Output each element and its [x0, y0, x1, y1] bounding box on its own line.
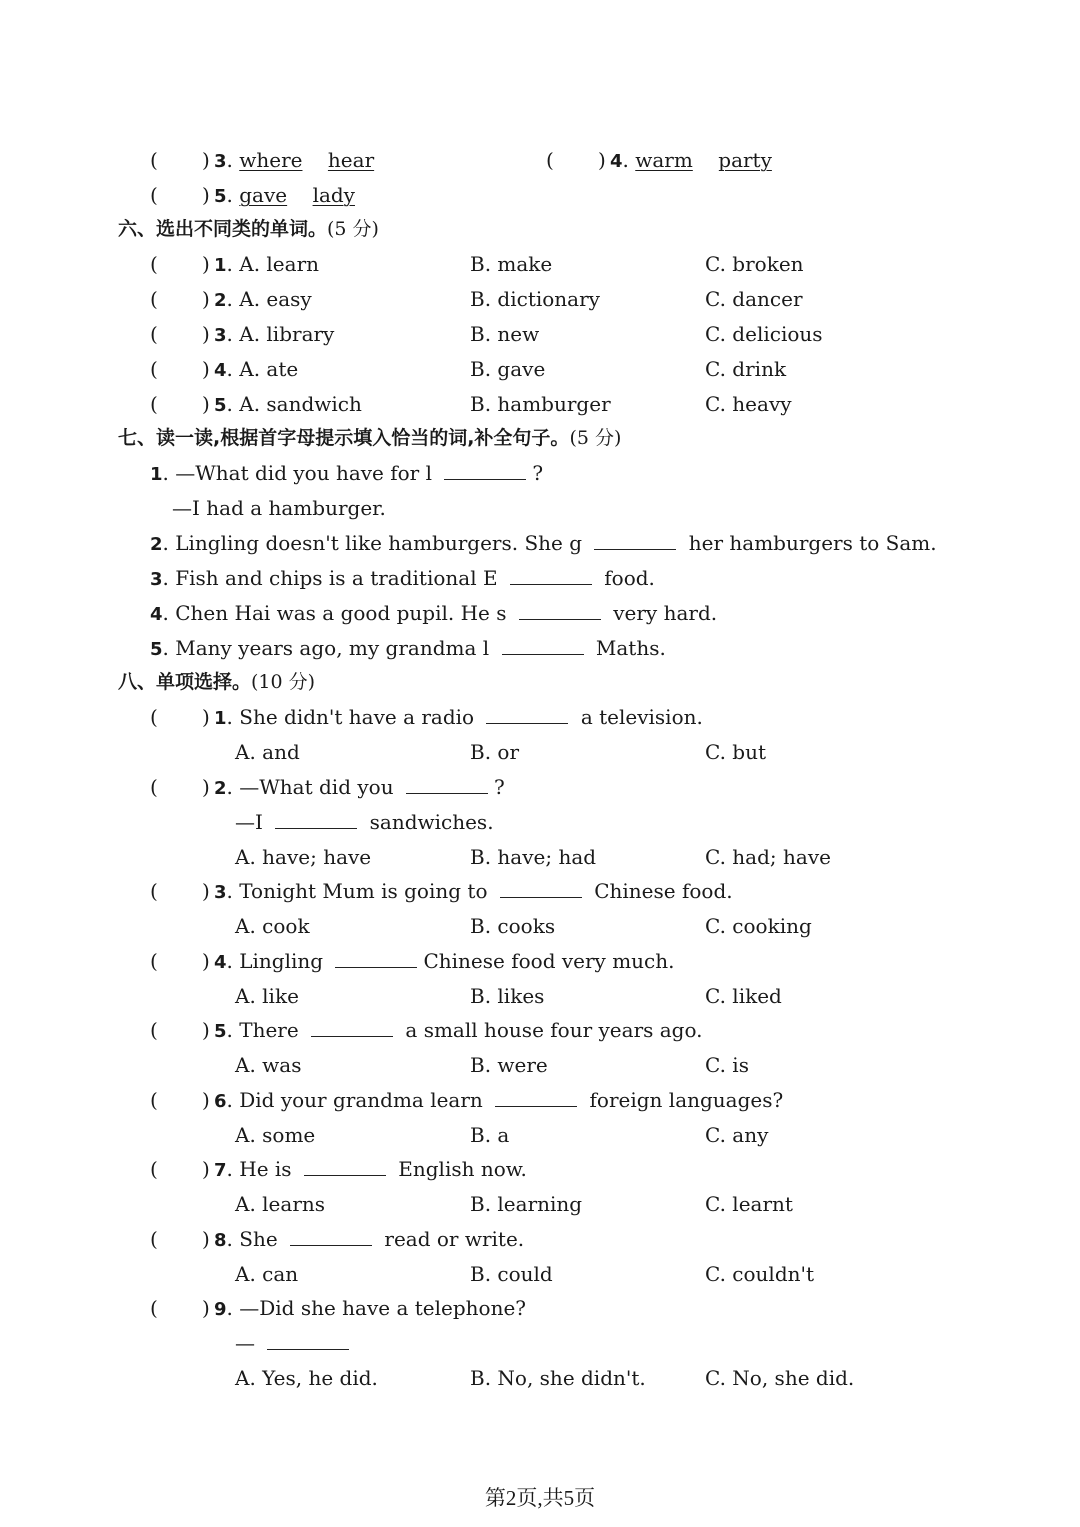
option-a[interactable]: A. was — [235, 1053, 302, 1077]
option-c: C. broken — [705, 252, 804, 276]
s7-question: 1. —What did you have for l ? — [0, 456, 1080, 490]
s7-question: 5. Many years ago, my grandma l Maths. — [0, 631, 1080, 665]
option-b: B. new — [470, 322, 540, 346]
answer-paren[interactable]: ( — [150, 949, 158, 973]
option-b: B. gave — [470, 357, 546, 381]
s6-question: ( ) 2. A. easy B. dictionary C. dancer — [0, 282, 1080, 316]
option-c: C. heavy — [705, 392, 792, 416]
pron-row: ( ) 5. gave lady — [0, 178, 1080, 212]
option-c[interactable]: C. learnt — [705, 1192, 793, 1216]
s6-question: ( ) 3. A. library B. new C. delicious — [0, 317, 1080, 351]
s8-options — [0, 735, 1080, 769]
section7-heading: 七、读一读,根据首字母提示填入恰当的词,补全句子。(5 分) — [118, 427, 622, 449]
answer-blank[interactable] — [304, 1153, 386, 1176]
answer-paren[interactable]: ( — [150, 148, 158, 172]
s8-reply: — — [0, 1326, 1080, 1360]
answer-paren[interactable]: ( — [150, 705, 158, 729]
s8-options — [0, 1187, 1080, 1221]
s8-question: ( ) 6. Did your grandma learn foreign languages? — [0, 1083, 1080, 1117]
option-b[interactable]: B. learning — [470, 1192, 583, 1216]
answer-blank[interactable] — [510, 562, 592, 585]
option-b[interactable]: B. No, she didn't. — [470, 1366, 646, 1390]
s8-question: ( ) 1. She didn't have a radio a television. — [0, 700, 1080, 734]
answer-blank[interactable] — [500, 875, 582, 898]
option-a[interactable]: A. can — [235, 1262, 299, 1286]
option-c[interactable]: C. is — [705, 1053, 749, 1077]
option-b[interactable]: B. or — [470, 740, 520, 764]
answer-blank[interactable] — [290, 1223, 372, 1246]
s7-question: 4. Chen Hai was a good pupil. He s very hard. — [0, 596, 1080, 630]
answer-paren[interactable]: ( — [150, 1227, 158, 1251]
s8-question: ( ) 8. She read or write. — [0, 1222, 1080, 1256]
answer-paren[interactable]: ( — [150, 879, 158, 903]
page-footer: 第2页,共5页 — [484, 1486, 596, 1510]
option-b[interactable]: B. cooks — [470, 914, 556, 938]
s6-question: ( ) 4. A. ate B. gave C. drink — [0, 352, 1080, 386]
option-c: C. dancer — [705, 287, 803, 311]
option-c[interactable]: C. No, she did. — [705, 1366, 855, 1390]
option-a[interactable]: A. Yes, he did. — [235, 1366, 378, 1390]
option-b[interactable]: B. have; had — [470, 845, 597, 869]
answer-paren[interactable]: ( — [150, 392, 158, 416]
s6-question: ( ) 1. A. learn B. make C. broken — [0, 247, 1080, 281]
answer-paren[interactable]: ( — [150, 287, 158, 311]
answer-paren[interactable]: ( — [150, 1296, 158, 1320]
answer-paren[interactable]: ( — [150, 357, 158, 381]
option-b[interactable]: B. likes — [470, 984, 545, 1008]
pron-item: 5. gave lady — [214, 183, 355, 207]
s8-options — [0, 840, 1080, 874]
s8-reply: —I sandwiches. — [0, 805, 1080, 839]
answer-blank[interactable] — [519, 597, 601, 620]
s8-question: ( ) 7. He is English now. — [0, 1152, 1080, 1186]
option-b: B. make — [470, 252, 553, 276]
s8-question: ( ) 4. Lingling Chinese food very much. — [0, 944, 1080, 978]
s8-options — [0, 1257, 1080, 1291]
answer-paren[interactable]: ( — [150, 1018, 158, 1042]
answer-blank[interactable] — [486, 701, 568, 724]
s6-question: ( ) 5. A. sandwich B. hamburger C. heavy — [0, 387, 1080, 421]
section8-heading: 八、单项选择。(10 分) — [118, 671, 316, 693]
option-c[interactable]: C. cooking — [705, 914, 812, 938]
option-b[interactable]: B. were — [470, 1053, 548, 1077]
option-c: C. delicious — [705, 322, 823, 346]
answer-paren[interactable]: ( — [150, 1157, 158, 1181]
option-b[interactable]: B. a — [470, 1123, 510, 1147]
s8-options — [0, 1361, 1080, 1395]
answer-paren[interactable]: ( — [150, 252, 158, 276]
section6-heading: 六、选出不同类的单词。(5 分) — [118, 218, 379, 240]
s8-question: ( ) 2. —What did you ? — [0, 770, 1080, 804]
answer-paren[interactable]: ( — [150, 322, 158, 346]
option-c: C. drink — [705, 357, 787, 381]
pron-item: 4. warm party — [610, 148, 772, 172]
option-a[interactable]: A. like — [235, 984, 299, 1008]
answer-blank[interactable] — [444, 457, 526, 480]
option-a[interactable]: A. some — [235, 1123, 316, 1147]
s8-question: ( ) 5. There a small house four years ago. — [0, 1013, 1080, 1047]
s7-reply: —I had a hamburger. — [172, 496, 386, 520]
option-a[interactable]: A. and — [235, 740, 300, 764]
s8-options — [0, 909, 1080, 943]
pron-item: 3. where hear — [214, 148, 375, 172]
option-c[interactable]: C. but — [705, 740, 767, 764]
answer-paren[interactable]: ( — [150, 183, 158, 207]
answer-blank[interactable] — [495, 1084, 577, 1107]
answer-blank[interactable] — [335, 945, 417, 968]
answer-blank[interactable] — [311, 1014, 393, 1037]
option-b: B. dictionary — [470, 287, 600, 311]
answer-blank[interactable] — [594, 527, 676, 550]
s7-question: 2. Lingling doesn't like hamburgers. She g her hamburgers to Sam. — [0, 526, 1080, 560]
s8-options — [0, 1048, 1080, 1082]
answer-paren[interactable]: ( — [150, 775, 158, 799]
option-c[interactable]: C. any — [705, 1123, 769, 1147]
s8-options — [0, 979, 1080, 1013]
s7-question: 3. Fish and chips is a traditional E food. — [0, 561, 1080, 595]
answer-paren[interactable]: ( — [150, 1088, 158, 1112]
option-a[interactable]: A. have; have — [235, 845, 372, 869]
option-a[interactable]: A. learns — [235, 1192, 326, 1216]
option-c[interactable]: C. liked — [705, 984, 782, 1008]
answer-blank[interactable] — [502, 632, 584, 655]
option-b: B. hamburger — [470, 392, 611, 416]
s8-question: ( ) 3. Tonight Mum is going to Chinese food. — [0, 874, 1080, 908]
option-c[interactable]: C. had; have — [705, 845, 831, 869]
answer-blank[interactable] — [275, 806, 357, 829]
pron-row: ( ) 3. where hear ( ) 4. warm party — [0, 143, 1080, 177]
s8-question: ( ) 9. —Did she have a telephone? — [0, 1291, 1080, 1325]
answer-blank[interactable] — [267, 1327, 349, 1350]
option-a[interactable]: A. cook — [235, 914, 310, 938]
answer-blank[interactable] — [406, 771, 488, 794]
s8-options — [0, 1118, 1080, 1152]
option-b[interactable]: B. could — [470, 1262, 553, 1286]
answer-paren[interactable]: ( — [546, 148, 554, 172]
option-c[interactable]: C. couldn't — [705, 1262, 815, 1286]
